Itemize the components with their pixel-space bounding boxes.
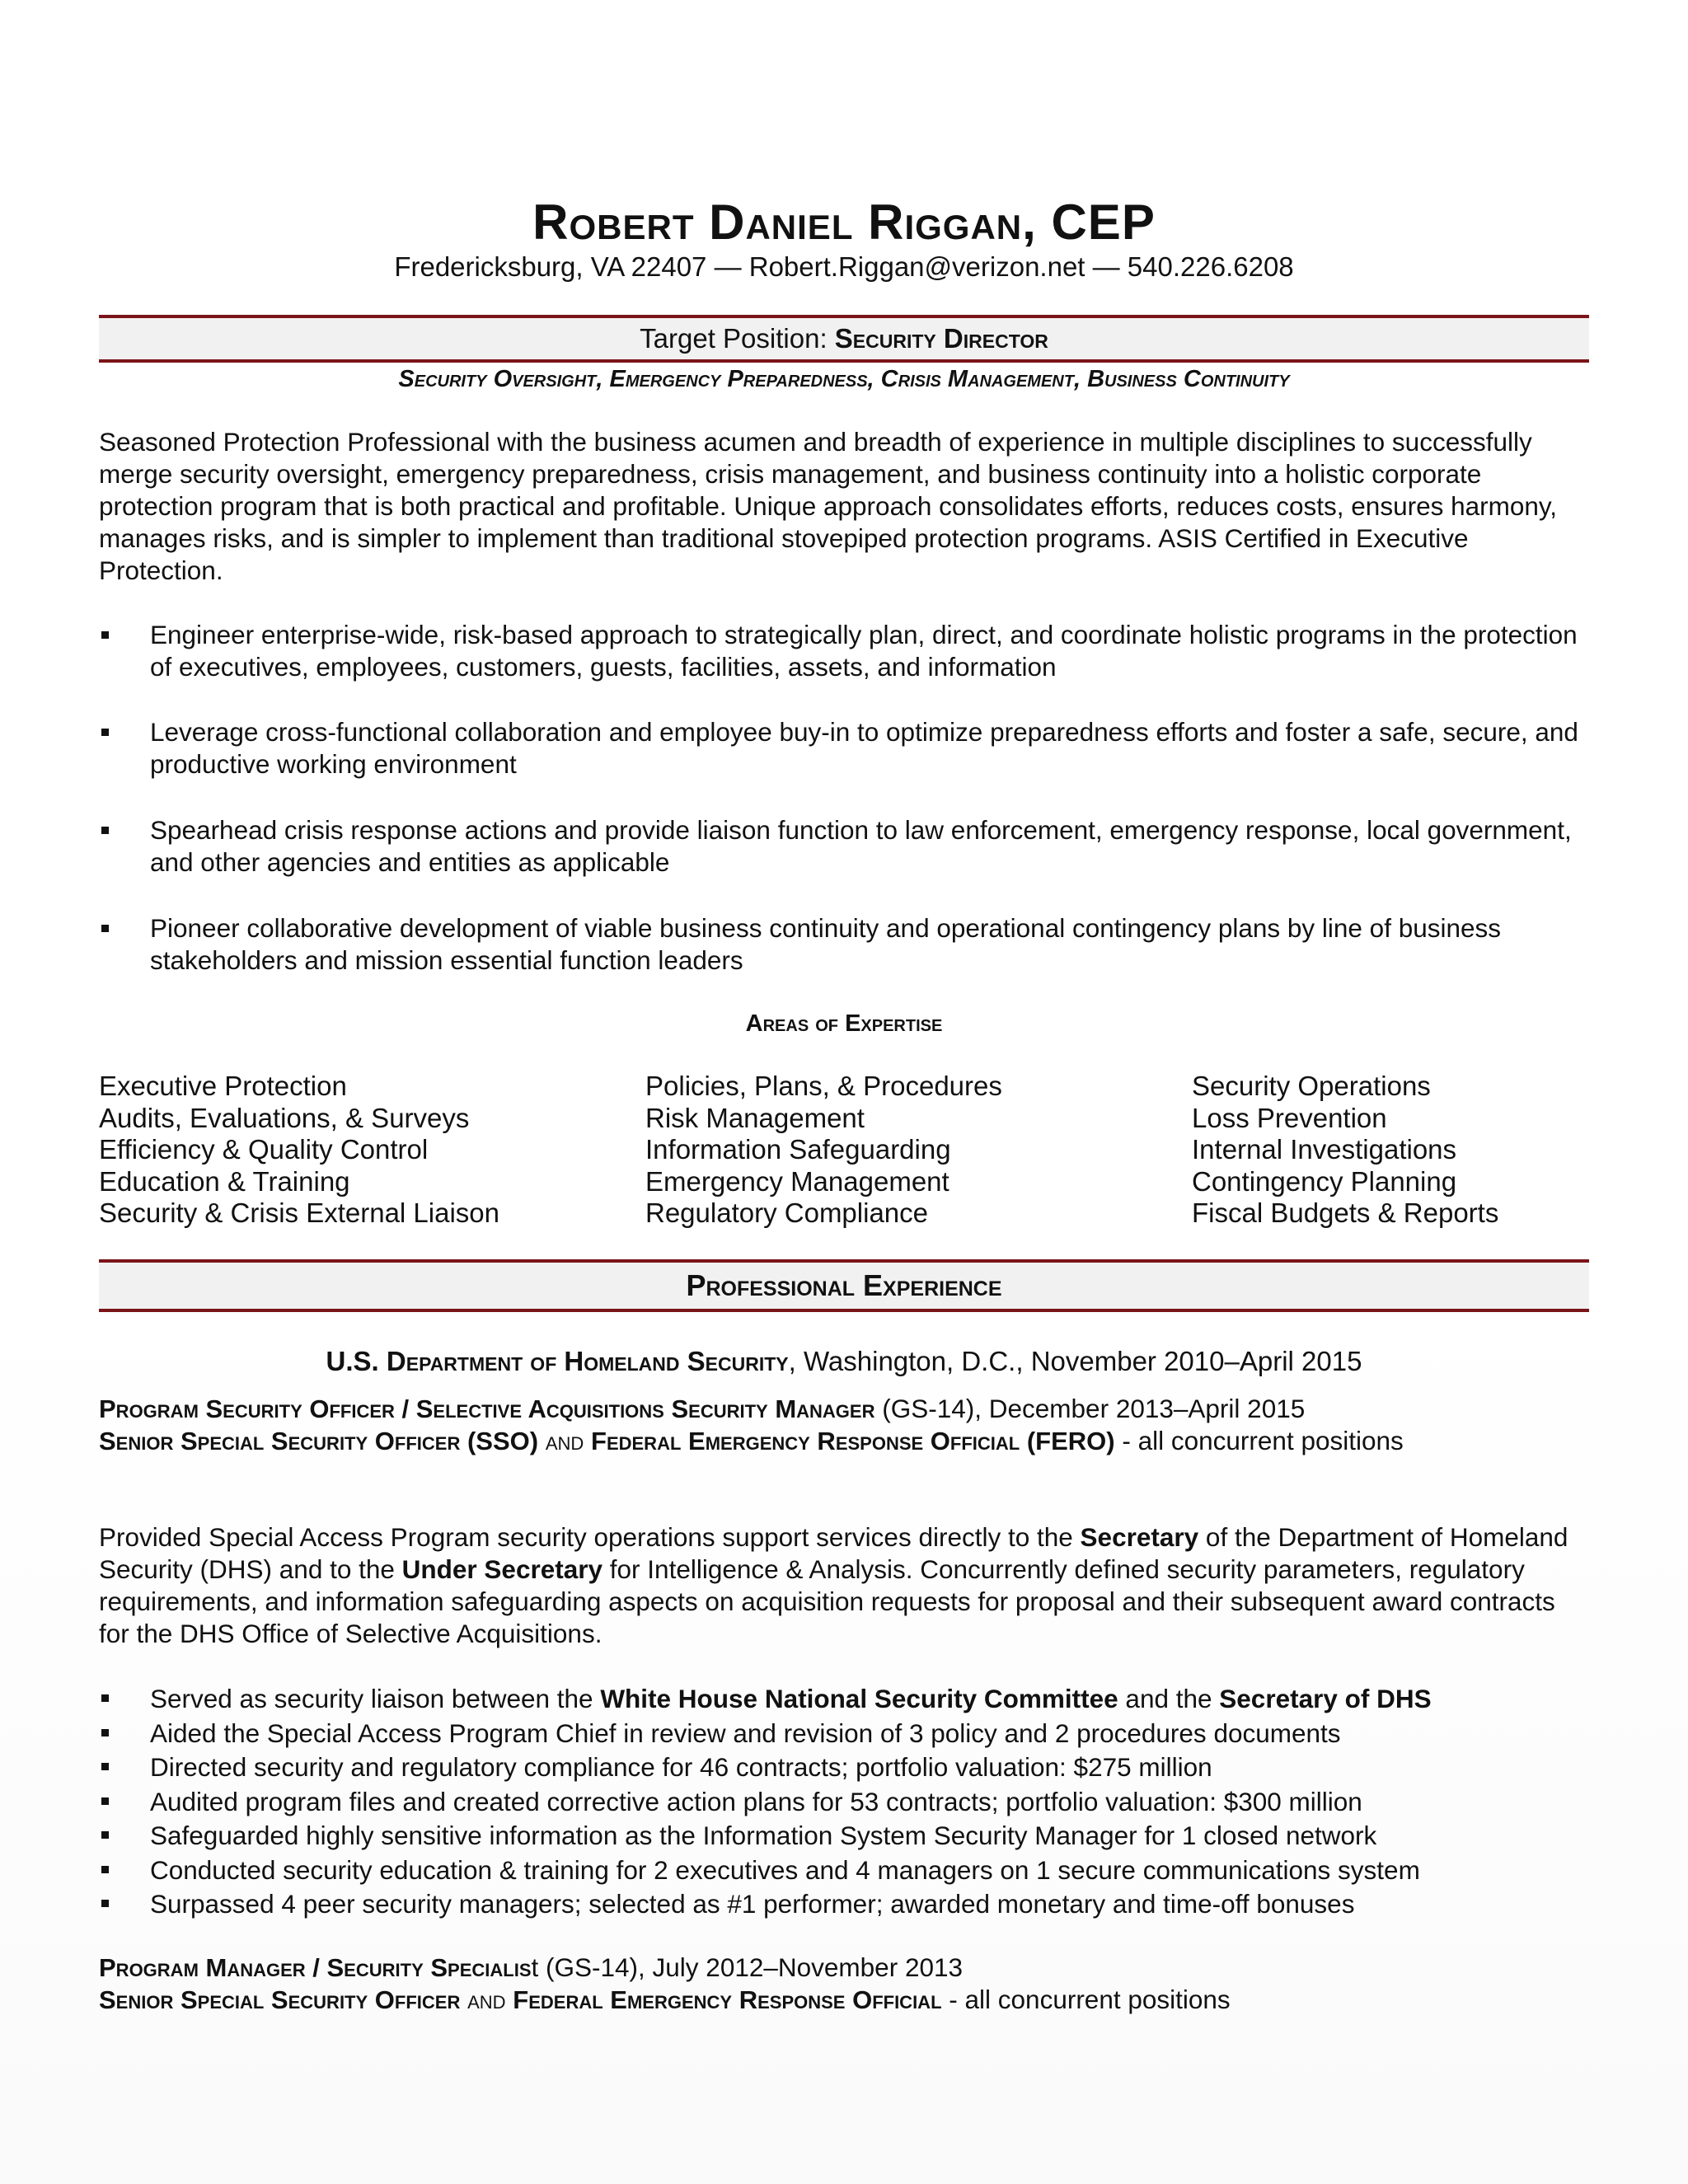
list-item: [99, 1682, 1591, 1717]
list-item: Contingency Planning: [1192, 1165, 1457, 1197]
bullet-square-icon: [101, 925, 109, 932]
bullet-square-icon: [101, 1763, 109, 1770]
list-item: Efficiency & Quality Control: [99, 1134, 429, 1165]
list-item: [99, 1785, 1591, 1820]
experience-banner: [99, 1259, 1589, 1312]
concurrent-role-b: Federal Emergency Response Official (FERO): [591, 1427, 1115, 1455]
concurrent-role-b: Federal Emergency Response Official: [513, 1985, 942, 2014]
concurrent-role-a: Senior Special Security Officer (SSO): [99, 1427, 539, 1455]
list-item: Policies, Plans, & Procedures: [645, 1071, 1002, 1101]
concurrent-role-a: Senior Special Security Officer: [99, 1985, 461, 2014]
list-item: Security & Crisis External Liaison: [99, 1197, 500, 1229]
role1-description: [99, 1521, 1591, 1650]
and-word: and: [538, 1426, 592, 1455]
role-title: Program Security Officer / Selective Acquisitions Security Manager: [99, 1394, 875, 1423]
list-item: Internal Investigations: [1192, 1134, 1457, 1165]
bullet-text: Pioneer collaborative development of viable business continuity and operational contingency plans by line of business stakeholders and mission essential function leaders: [150, 913, 1502, 975]
desc-text: of the Department of Homeland Security (DHS) and to the: [99, 1522, 1568, 1584]
target-tagline: Security Oversight, Emergency Preparedness, Crisis Management, Business Continuity: [398, 366, 1290, 392]
role1-title: [99, 1393, 1591, 1425]
bullet-text: Audited program files and created corrective action plans for 53 contracts; portfolio valuation: $300 million: [150, 1786, 1362, 1816]
summary-bullets: [99, 619, 1591, 683]
expertise-heading: Areas of Expertise: [745, 1010, 943, 1037]
bullet-square-icon: [101, 1694, 109, 1702]
list-item: Executive Protection: [99, 1071, 347, 1101]
target-position: Security Director: [834, 323, 1048, 354]
role1-concurrent: [99, 1425, 1591, 1457]
list-item: Information Safeguarding: [645, 1134, 951, 1165]
candidate-name: Robert Daniel Riggan, CEP: [532, 194, 1156, 250]
and-word: and: [460, 1985, 513, 2014]
list-item: Education & Training: [99, 1165, 350, 1197]
desc-bold: Secretary: [1080, 1522, 1199, 1552]
bullet-text: Conducted security education & training for 2 executives and 4 managers on 1 secure communications system: [150, 1854, 1420, 1885]
list-item: [99, 1854, 1591, 1888]
role-dates: (GS-14), December 2013–April 2015: [874, 1394, 1306, 1423]
role-dates: t (GS-14), July 2012–November 2013: [531, 1952, 964, 1982]
bullet-text: and the: [1118, 1684, 1220, 1713]
contact-line: Fredericksburg, VA 22407 — Robert.Riggan@verizon.net — 540.226.6208: [394, 251, 1294, 282]
bullet-bold: Secretary of DHS: [1219, 1684, 1432, 1713]
list-item: Regulatory Compliance: [645, 1197, 929, 1229]
bullet-text: Engineer enterprise-wide, risk-based approach to strategically plan, direct, and coordinate holistic programs in the protection of executives, employees, customers, guests, facilities, assets, and information: [150, 620, 1578, 682]
bullet-square-icon: [101, 1900, 109, 1907]
concurrent-suffix: - all concurrent positions: [1114, 1426, 1404, 1455]
list-item: Loss Prevention: [1192, 1102, 1387, 1133]
list-item: Emergency Management: [645, 1165, 950, 1197]
bullet-square-icon: [101, 729, 109, 736]
employer-name: U.S. Department of Homeland Security: [326, 1346, 789, 1376]
bullet-square-icon: [101, 631, 109, 639]
expertise-column-1: [99, 1071, 610, 1230]
list-item: Fiscal Budgets & Reports: [1192, 1197, 1499, 1229]
concurrent-suffix: - all concurrent positions: [941, 1985, 1231, 2014]
bullet-text: Served as security liaison between the: [150, 1684, 601, 1713]
list-item: Security Operations: [1192, 1071, 1431, 1101]
bullet-text: Safeguarded highly sensitive information as the Information System Security Manager for 1 closed network: [150, 1821, 1377, 1850]
expertise-column-3: [1192, 1071, 1688, 1230]
list-item: [99, 1750, 1591, 1785]
bullet-text: Surpassed 4 peer security managers; selected as #1 performer; awarded monetary and time-off bonuses: [150, 1889, 1355, 1919]
target-position-banner: [99, 315, 1589, 363]
employer-details: , Washington, D.C., November 2010–April 2015: [788, 1346, 1362, 1376]
summary-bullets-2: [99, 716, 1591, 780]
list-item: [99, 1819, 1591, 1854]
bullet-square-icon: [101, 827, 109, 834]
bullet-square-icon: [101, 1866, 109, 1873]
bullet-bold: White House National Security Committee: [600, 1684, 1118, 1713]
list-item: [99, 619, 1591, 683]
role2-title: [99, 1952, 1591, 1984]
bullet-text: Spearhead crisis response actions and provide liaison function to law enforcement, emergency response, local government, and other agencies and entities as applicable: [150, 815, 1572, 877]
list-item: Audits, Evaluations, & Surveys: [99, 1102, 470, 1133]
target-prefix: Target Position:: [640, 323, 835, 354]
employer-line: [0, 1343, 1688, 1380]
bullet-square-icon: [101, 1797, 109, 1805]
desc-bold: Under Secretary: [401, 1554, 603, 1584]
experience-heading: Professional Experience: [686, 1268, 1002, 1302]
list-item: [99, 1887, 1591, 1922]
expertise-column-2: [645, 1071, 1156, 1230]
list-item: [99, 716, 1591, 780]
bullet-text: Leverage cross-functional collaboration and employee buy-in to optimize preparedness efforts and foster a safe, secure, and productive working environment: [150, 717, 1578, 779]
bullet-square-icon: [101, 1729, 109, 1736]
bullet-text: Aided the Special Access Program Chief in review and revision of 3 policy and 2 procedures documents: [150, 1718, 1341, 1748]
bullet-text: Directed security and regulatory compliance for 46 contracts; portfolio valuation: $275 million: [150, 1752, 1212, 1782]
summary-bullets-3: [99, 814, 1591, 879]
role-title: Program Manager / Security Specialis: [99, 1953, 532, 1982]
desc-text: Provided Special Access Program security operations support services directly to the: [99, 1522, 1081, 1552]
summary-bullets-4: [99, 912, 1591, 977]
summary-paragraph: Seasoned Protection Professional with the business acumen and breadth of experience in multiple disciplines to successfully merge security oversight, emergency preparedness, crisis management, and business continuity into a holistic corporate protection program that is both practical and profitable. Unique approach consolidates efforts, reduces costs, ensures harmony, manages risks, and is simpler to implement than traditional stovepiped protection programs. ASIS Certified in Executive Protection.: [99, 427, 1558, 585]
list-item: [99, 814, 1591, 879]
bullet-square-icon: [101, 1831, 109, 1839]
role1-bullets: [99, 1682, 1591, 1922]
desc-text: for Intelligence & Analysis. Concurrently defined security parameters, regulatory requirements, and information safeguarding aspects on acquisition requests for proposal and their subsequent award contracts for the DHS Office of Selective Acquisitions.: [99, 1554, 1555, 1648]
list-item: [99, 1717, 1591, 1751]
list-item: Risk Management: [645, 1102, 865, 1133]
list-item: [99, 912, 1591, 977]
role2-concurrent: [99, 1984, 1591, 2016]
